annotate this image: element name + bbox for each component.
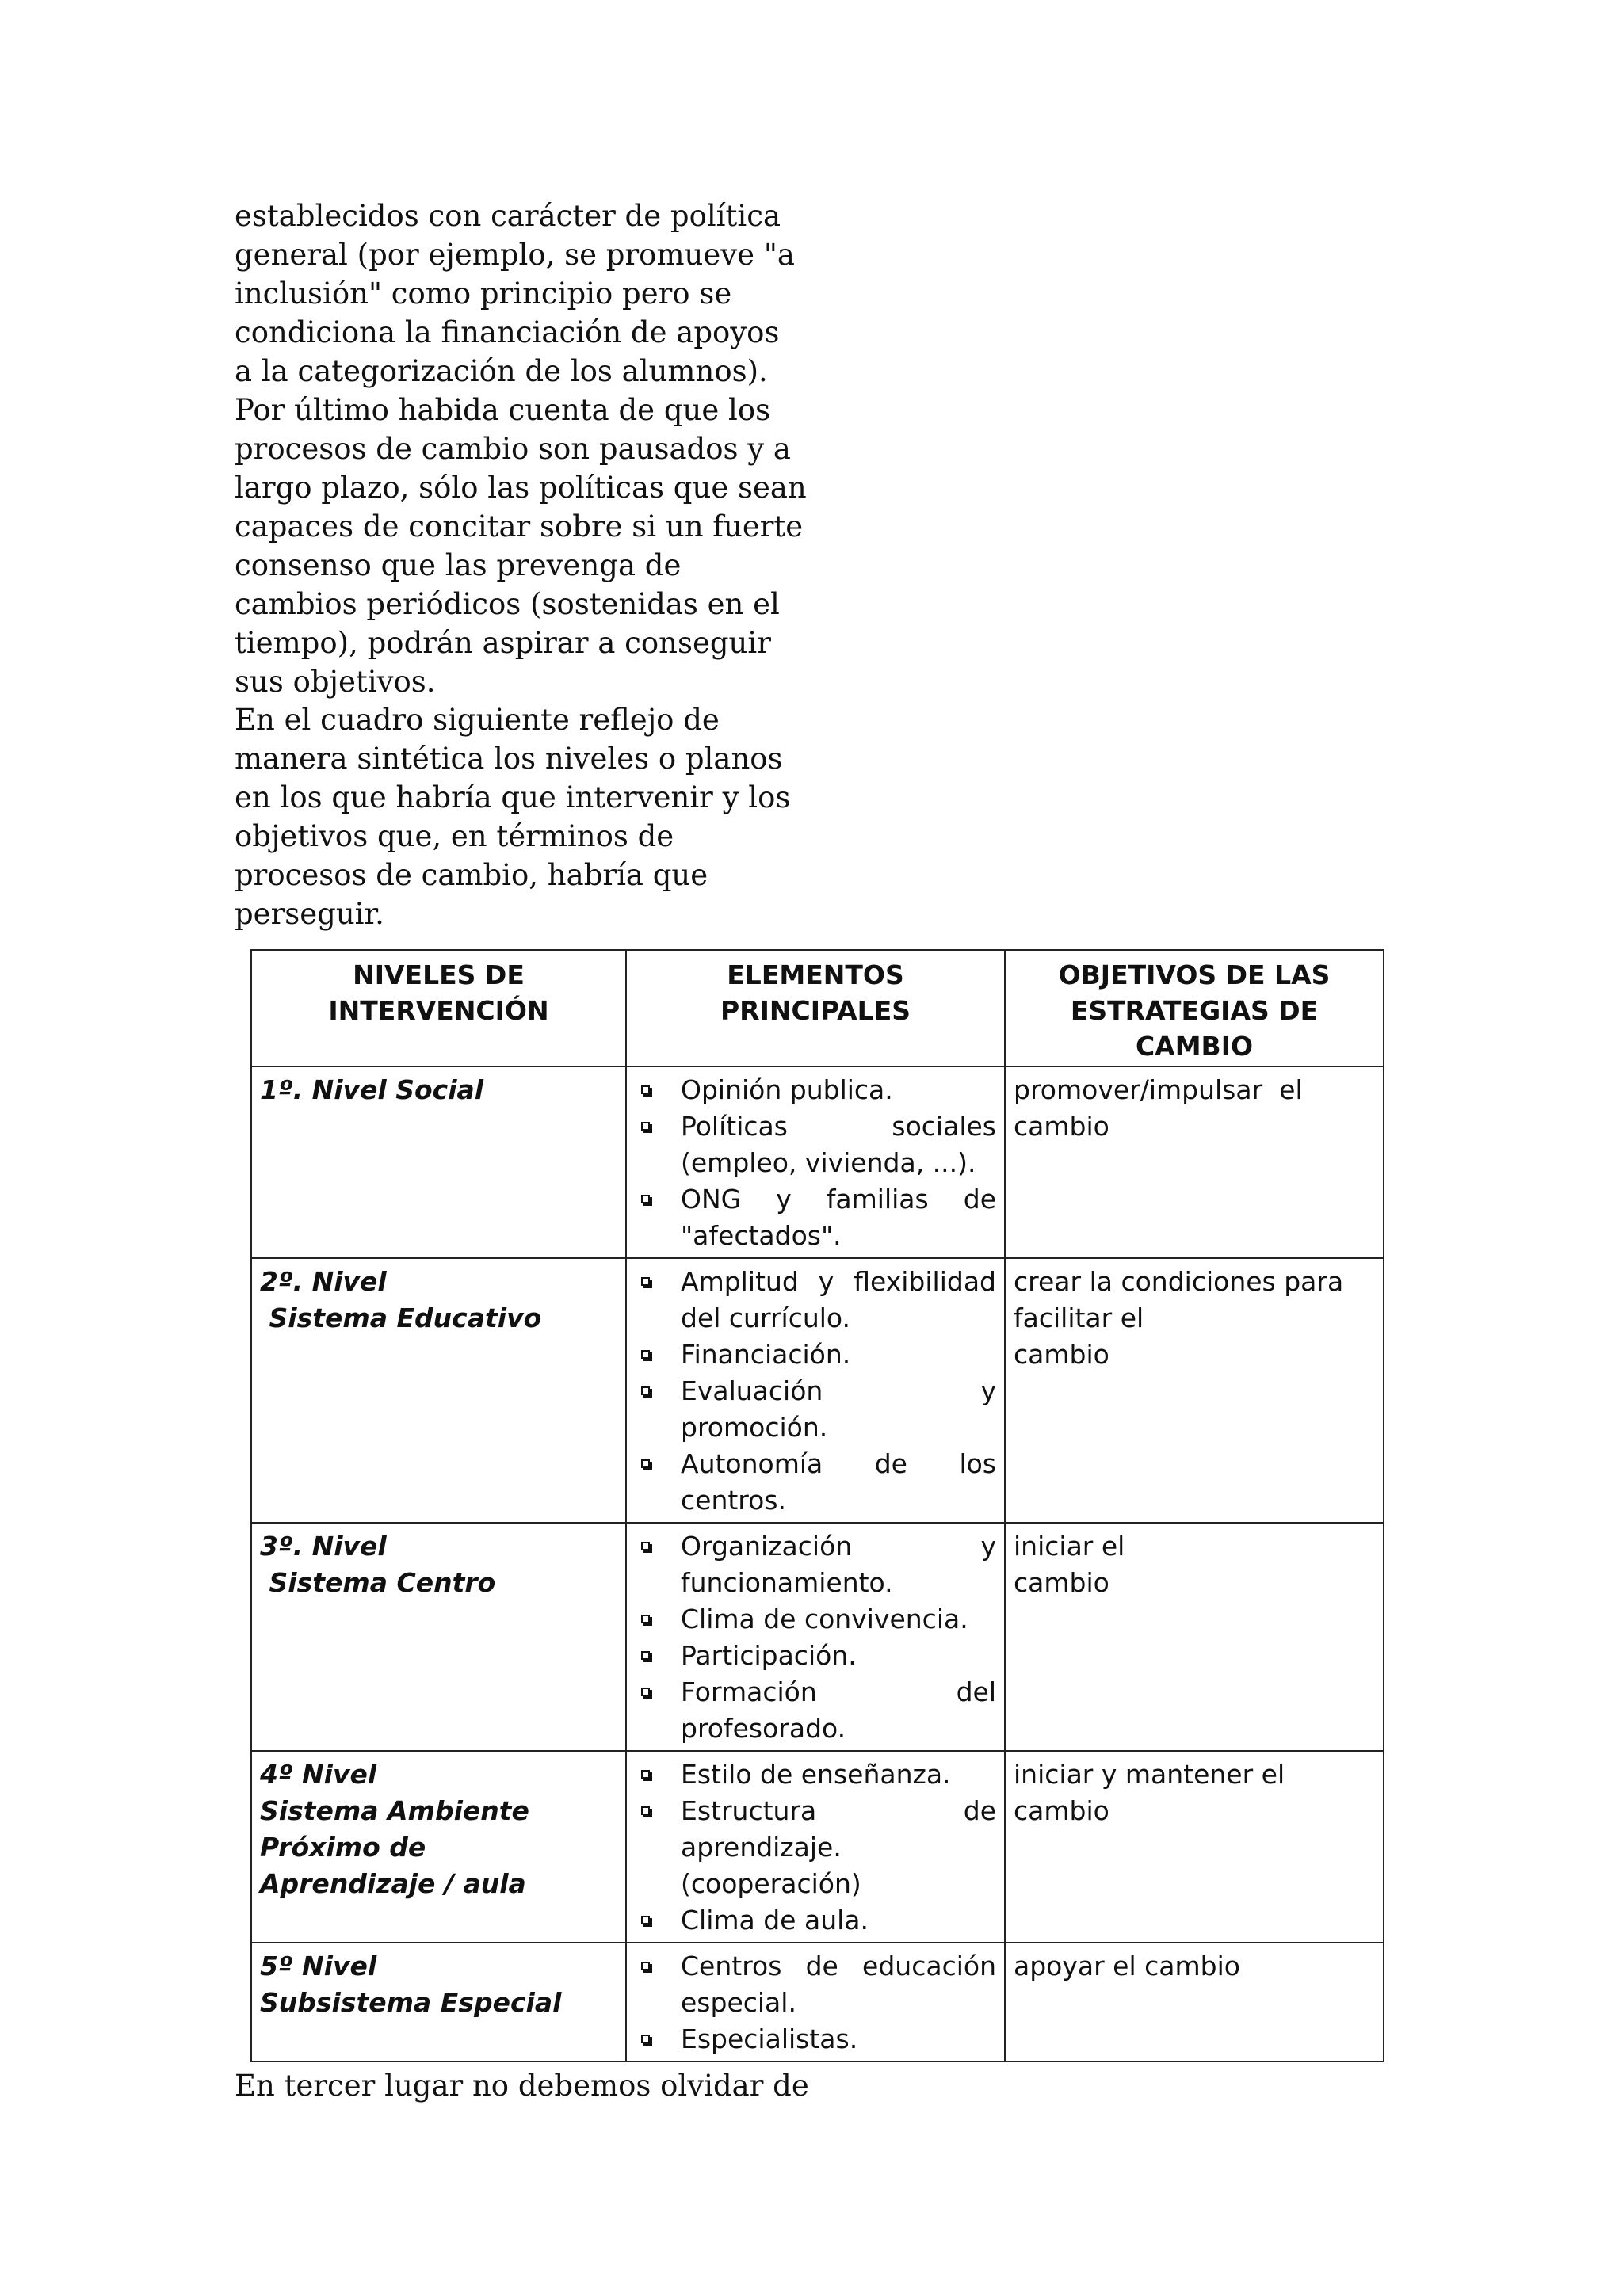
list-item (635, 1793, 996, 1902)
objective-line: iniciar y mantener el (1014, 1759, 1285, 1790)
text-line: procesos de cambio son pausados y a (235, 432, 791, 466)
text-line: cambios periódicos (sostenidas en el (235, 587, 780, 621)
checkbox-bullet-icon (641, 1806, 650, 1815)
level-cell (251, 1258, 626, 1523)
element-text: Centros de educación (681, 1951, 996, 1981)
elements-list (635, 1072, 996, 1254)
elements-cell (626, 1943, 1005, 2061)
list-item (635, 1948, 996, 2021)
element-text: Amplitud y flexibilidad (681, 1266, 996, 1297)
element-text: Clima de convivencia. (681, 1604, 968, 1634)
list-item (635, 1756, 996, 1793)
checkbox-bullet-icon (641, 1651, 650, 1660)
checkbox-bullet-icon (641, 1615, 650, 1623)
checkbox-bullet-icon (641, 1277, 650, 1286)
table-row (251, 1066, 1384, 1258)
objective-line: crear la condiciones para (1014, 1266, 1344, 1297)
elements-cell (626, 1523, 1005, 1751)
element-text: Autonomía de los (681, 1448, 996, 1479)
list-item (635, 1674, 996, 1747)
text-line: condiciona la financiación de apoyos (235, 315, 780, 349)
header-line: CAMBIO (1135, 1031, 1254, 1062)
level-label-line: Sistema Ambiente (260, 1795, 529, 1826)
element-text: Políticas sociales (681, 1111, 996, 1142)
text-line: En el cuadro siguiente reflejo de (235, 703, 720, 737)
list-item (635, 2021, 996, 2058)
header-line: ESTRATEGIAS DE (1070, 995, 1319, 1026)
elements-list (635, 1528, 996, 1747)
element-text: Formación del (681, 1676, 996, 1707)
element-text: Estilo de enseñanza. (681, 1759, 951, 1790)
level-cell (251, 1943, 626, 2061)
element-text: ONG y familias de (681, 1184, 996, 1215)
text-line: objetivos que, en términos de (235, 819, 674, 853)
paragraph-intro (235, 196, 948, 701)
text-line: perseguir. (235, 897, 384, 931)
level-cell (251, 1066, 626, 1258)
table-row (251, 1258, 1384, 1523)
table-header-row (251, 950, 1384, 1066)
objective-line: facilitar el (1014, 1302, 1144, 1333)
elements-list (635, 1756, 996, 1939)
level-cell (251, 1751, 626, 1943)
header-elements (626, 950, 1005, 1066)
checkbox-bullet-icon (641, 1916, 650, 1924)
checkbox-bullet-icon (641, 1386, 650, 1395)
objective-line: cambio (1014, 1567, 1109, 1598)
element-text: Clima de aula. (681, 1905, 869, 1936)
element-text: Participación. (681, 1640, 857, 1671)
elements-cell (626, 1751, 1005, 1943)
elements-cell (626, 1258, 1005, 1523)
objective-cell (1005, 1066, 1384, 1258)
header-line: OBJETIVOS DE LAS (1058, 959, 1331, 990)
list-item (635, 1601, 996, 1638)
objective-line: iniciar el (1014, 1531, 1125, 1562)
header-objectives (1005, 950, 1384, 1066)
checkbox-bullet-icon (641, 2035, 650, 2043)
element-text-cont: profesorado. (681, 1713, 846, 1744)
checkbox-bullet-icon (641, 1770, 650, 1779)
header-line: NIVELES DE (353, 959, 525, 990)
objective-cell (1005, 1943, 1384, 2061)
paragraph-continuation (235, 2066, 948, 2105)
element-text-cont: especial. (681, 1987, 796, 2018)
header-line: INTERVENCIÓN (328, 995, 549, 1026)
list-item (635, 1528, 996, 1601)
list-item (635, 1373, 996, 1446)
element-text-cont: centros. (681, 1485, 787, 1516)
level-label-line: 3º. Nivel (260, 1531, 387, 1562)
text-line: a la categorización de los alumnos). (235, 354, 768, 388)
paragraph-table-intro (235, 700, 948, 933)
element-text-cont: promoción. (681, 1412, 828, 1443)
text-line: manera sintética los niveles o planos (235, 742, 783, 776)
checkbox-bullet-icon (641, 1350, 650, 1359)
text-line: Por último habida cuenta de que los (235, 393, 771, 427)
element-text: Especialistas. (681, 2023, 858, 2054)
level-label-line: Próximo de (260, 1832, 426, 1863)
checkbox-bullet-icon (641, 1962, 650, 1970)
objective-line: promover/impulsar el (1014, 1074, 1303, 1105)
checkbox-bullet-icon (641, 1195, 650, 1203)
list-item (635, 1902, 996, 1939)
list-item (635, 1181, 996, 1254)
text-line: tiempo), podrán aspirar a conseguir (235, 626, 771, 660)
table-row (251, 1523, 1384, 1751)
objective-cell (1005, 1523, 1384, 1751)
checkbox-bullet-icon (641, 1085, 650, 1094)
objective-line: cambio (1014, 1339, 1109, 1370)
element-text: Estructura de (681, 1795, 996, 1826)
text-line: general (por ejemplo, se promueve "a (235, 238, 795, 272)
text-line: procesos de cambio, habría que (235, 858, 708, 892)
list-item (635, 1108, 996, 1181)
text-line: largo plazo, sólo las políticas que sean (235, 471, 807, 505)
text-line: establecidos con carácter de política (235, 199, 781, 233)
objective-cell (1005, 1258, 1384, 1523)
table-row (251, 1943, 1384, 2061)
list-item (635, 1072, 996, 1108)
objective-line: cambio (1014, 1111, 1109, 1142)
element-text: Organización y (681, 1531, 996, 1562)
level-label-line: 4º Nivel (260, 1759, 377, 1790)
header-line: PRINCIPALES (720, 995, 911, 1026)
objective-line: apoyar el cambio (1014, 1951, 1240, 1981)
list-item (635, 1446, 996, 1519)
list-item (635, 1337, 996, 1373)
objective-line: cambio (1014, 1795, 1109, 1826)
text-line: sus objetivos. (235, 665, 436, 699)
level-label-line: Sistema Educativo (260, 1302, 542, 1333)
element-text-cont: "afectados". (681, 1220, 842, 1251)
elements-cell (626, 1066, 1005, 1258)
intervention-levels-table (250, 949, 1384, 2062)
text-line: inclusión" como principio pero se (235, 277, 732, 311)
text-line: En tercer lugar no debemos olvidar de (235, 2069, 809, 2103)
list-item (635, 1638, 996, 1674)
level-label-line: 2º. Nivel (260, 1266, 387, 1297)
element-text: Evaluación y (681, 1375, 996, 1406)
text-line: capaces de concitar sobre si un fuerte (235, 509, 804, 543)
objective-cell (1005, 1751, 1384, 1943)
table-row (251, 1751, 1384, 1943)
text-line: en los que habría que intervenir y los (235, 780, 791, 814)
level-label-line: 5º Nivel (260, 1951, 377, 1981)
checkbox-bullet-icon (641, 1459, 650, 1468)
element-text-cont: aprendizaje. (681, 1832, 842, 1863)
header-line: ELEMENTOS (727, 959, 904, 990)
list-item (635, 1264, 996, 1337)
level-label-line: Subsistema Especial (260, 1987, 562, 2018)
header-levels (251, 950, 626, 1066)
checkbox-bullet-icon (641, 1542, 650, 1550)
element-text: Opinión publica. (681, 1074, 893, 1105)
element-text-cont: del currículo. (681, 1302, 851, 1333)
element-text-cont: (cooperación) (681, 1868, 861, 1899)
level-label-line: 1º. Nivel Social (260, 1074, 484, 1105)
element-text-cont: (empleo, vivienda, ...). (681, 1147, 976, 1178)
checkbox-bullet-icon (641, 1688, 650, 1696)
element-text-cont: funcionamiento. (681, 1567, 893, 1598)
elements-list (635, 1264, 996, 1519)
text-line: consenso que las prevenga de (235, 548, 682, 582)
element-text: Financiación. (681, 1339, 851, 1370)
checkbox-bullet-icon (641, 1122, 650, 1131)
elements-list (635, 1948, 996, 2058)
level-label-line: Sistema Centro (260, 1567, 496, 1598)
level-cell (251, 1523, 626, 1751)
level-label-line: Aprendizaje / aula (260, 1868, 526, 1899)
